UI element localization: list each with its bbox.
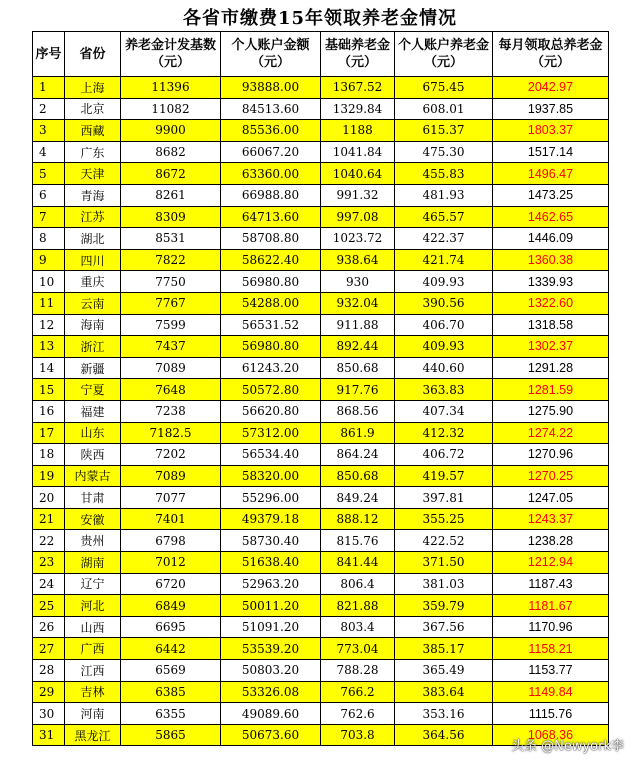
- cell-personal-pension: 422.52: [395, 530, 493, 552]
- cell-monthly-total: 1115.76: [493, 703, 609, 725]
- cell-monthly-total: 1270.25: [493, 465, 609, 487]
- cell-account-amount: 50572.80: [221, 379, 321, 401]
- cell-basic-pension: 788.28: [321, 660, 395, 682]
- cell-index: 6: [33, 184, 65, 206]
- cell-index: 27: [33, 638, 65, 660]
- table-row: [33, 508, 609, 530]
- cell-province: 甘肃: [65, 487, 121, 509]
- table-row: [33, 552, 609, 574]
- cell-personal-pension: 615.37: [395, 120, 493, 142]
- cell-basic-pension: 766.2: [321, 681, 395, 703]
- cell-base: 8261: [121, 184, 221, 206]
- cell-monthly-total: 1212.94: [493, 552, 609, 574]
- cell-index: 22: [33, 530, 65, 552]
- cell-basic-pension: 938.64: [321, 249, 395, 271]
- cell-index: 16: [33, 400, 65, 422]
- header-personal-pension: 个人账户养老金（元）: [395, 32, 493, 77]
- header-base: 养老金计发基数（元）: [121, 32, 221, 77]
- table-row: [33, 357, 609, 379]
- cell-index: 26: [33, 616, 65, 638]
- table-row: [33, 660, 609, 682]
- cell-basic-pension: 773.04: [321, 638, 395, 660]
- cell-base: 7012: [121, 552, 221, 574]
- cell-basic-pension: 861.9: [321, 422, 395, 444]
- cell-monthly-total: 1446.09: [493, 228, 609, 250]
- cell-basic-pension: 1040.64: [321, 163, 395, 185]
- cell-account-amount: 56980.80: [221, 271, 321, 293]
- table-header-row: [33, 32, 609, 77]
- cell-monthly-total: 1339.93: [493, 271, 609, 293]
- cell-province: 内蒙古: [65, 465, 121, 487]
- cell-index: 15: [33, 379, 65, 401]
- header-province: 省份: [65, 32, 121, 77]
- cell-personal-pension: 422.37: [395, 228, 493, 250]
- cell-basic-pension: 864.24: [321, 444, 395, 466]
- cell-personal-pension: 359.79: [395, 595, 493, 617]
- cell-account-amount: 66067.20: [221, 141, 321, 163]
- cell-personal-pension: 440.60: [395, 357, 493, 379]
- cell-base: 8531: [121, 228, 221, 250]
- cell-province: 新疆: [65, 357, 121, 379]
- cell-province: 江西: [65, 660, 121, 682]
- cell-index: 5: [33, 163, 65, 185]
- cell-account-amount: 50673.60: [221, 724, 321, 746]
- table-row: [33, 616, 609, 638]
- cell-account-amount: 85536.00: [221, 120, 321, 142]
- table-row: [33, 703, 609, 725]
- cell-index: 21: [33, 508, 65, 530]
- cell-account-amount: 56531.52: [221, 314, 321, 336]
- cell-account-amount: 49379.18: [221, 508, 321, 530]
- cell-province: 海南: [65, 314, 121, 336]
- cell-account-amount: 84513.60: [221, 98, 321, 120]
- cell-province: 重庆: [65, 271, 121, 293]
- cell-province: 山东: [65, 422, 121, 444]
- cell-monthly-total: 1291.28: [493, 357, 609, 379]
- cell-monthly-total: 1181.67: [493, 595, 609, 617]
- cell-base: 5865: [121, 724, 221, 746]
- watermark: 头条 @Newyork李: [510, 739, 624, 754]
- cell-personal-pension: 390.56: [395, 292, 493, 314]
- cell-monthly-total: 1243.37: [493, 508, 609, 530]
- cell-province: 云南: [65, 292, 121, 314]
- cell-account-amount: 55296.00: [221, 487, 321, 509]
- cell-personal-pension: 412.32: [395, 422, 493, 444]
- cell-account-amount: 52963.20: [221, 573, 321, 595]
- cell-base: 6798: [121, 530, 221, 552]
- cell-basic-pension: 997.08: [321, 206, 395, 228]
- cell-province: 辽宁: [65, 573, 121, 595]
- cell-monthly-total: 2042.97: [493, 77, 609, 99]
- table-row: [33, 487, 609, 509]
- cell-index: 10: [33, 271, 65, 293]
- cell-base: 7401: [121, 508, 221, 530]
- cell-personal-pension: 383.64: [395, 681, 493, 703]
- cell-basic-pension: 917.76: [321, 379, 395, 401]
- cell-base: 7089: [121, 357, 221, 379]
- cell-province: 上海: [65, 77, 121, 99]
- cell-personal-pension: 406.70: [395, 314, 493, 336]
- table-row: [33, 422, 609, 444]
- table-body: [33, 77, 609, 746]
- cell-base: 7089: [121, 465, 221, 487]
- cell-monthly-total: 1158.21: [493, 638, 609, 660]
- cell-base: 6695: [121, 616, 221, 638]
- cell-personal-pension: 353.16: [395, 703, 493, 725]
- table-row: [33, 77, 609, 99]
- cell-account-amount: 56980.80: [221, 336, 321, 358]
- cell-monthly-total: 1937.85: [493, 98, 609, 120]
- cell-basic-pension: 1367.52: [321, 77, 395, 99]
- cell-base: 8309: [121, 206, 221, 228]
- table-row: [33, 141, 609, 163]
- table-row: [33, 163, 609, 185]
- cell-monthly-total: 1318.58: [493, 314, 609, 336]
- cell-personal-pension: 465.57: [395, 206, 493, 228]
- cell-index: 29: [33, 681, 65, 703]
- cell-monthly-total: 1462.65: [493, 206, 609, 228]
- cell-monthly-total: 1473.25: [493, 184, 609, 206]
- cell-basic-pension: 1023.72: [321, 228, 395, 250]
- table-row: [33, 271, 609, 293]
- cell-monthly-total: 1496.47: [493, 163, 609, 185]
- cell-account-amount: 51638.40: [221, 552, 321, 574]
- cell-personal-pension: 363.83: [395, 379, 493, 401]
- cell-basic-pension: 703.8: [321, 724, 395, 746]
- header-monthly-total: 每月领取总养老金（元）: [493, 32, 609, 77]
- cell-base: 7077: [121, 487, 221, 509]
- cell-province: 江苏: [65, 206, 121, 228]
- cell-province: 福建: [65, 400, 121, 422]
- cell-base: 7822: [121, 249, 221, 271]
- cell-index: 20: [33, 487, 65, 509]
- cell-index: 14: [33, 357, 65, 379]
- cell-monthly-total: 1247.05: [493, 487, 609, 509]
- cell-base: 9900: [121, 120, 221, 142]
- cell-personal-pension: 371.50: [395, 552, 493, 574]
- cell-province: 山西: [65, 616, 121, 638]
- cell-account-amount: 56620.80: [221, 400, 321, 422]
- cell-monthly-total: 1068.36: [493, 724, 609, 746]
- cell-basic-pension: 1041.84: [321, 141, 395, 163]
- cell-index: 1: [33, 77, 65, 99]
- cell-personal-pension: 367.56: [395, 616, 493, 638]
- cell-account-amount: 61243.20: [221, 357, 321, 379]
- cell-personal-pension: 364.56: [395, 724, 493, 746]
- cell-monthly-total: 1360.38: [493, 249, 609, 271]
- cell-basic-pension: 892.44: [321, 336, 395, 358]
- cell-personal-pension: 419.57: [395, 465, 493, 487]
- cell-monthly-total: 1149.84: [493, 681, 609, 703]
- cell-personal-pension: 365.49: [395, 660, 493, 682]
- cell-province: 黑龙江: [65, 724, 121, 746]
- table-row: [33, 465, 609, 487]
- cell-personal-pension: 355.25: [395, 508, 493, 530]
- cell-monthly-total: 1187.43: [493, 573, 609, 595]
- cell-index: 8: [33, 228, 65, 250]
- cell-index: 30: [33, 703, 65, 725]
- cell-personal-pension: 421.74: [395, 249, 493, 271]
- cell-account-amount: 58730.40: [221, 530, 321, 552]
- cell-base: 6569: [121, 660, 221, 682]
- cell-personal-pension: 397.81: [395, 487, 493, 509]
- cell-account-amount: 53326.08: [221, 681, 321, 703]
- cell-basic-pension: 991.32: [321, 184, 395, 206]
- cell-basic-pension: 821.88: [321, 595, 395, 617]
- cell-account-amount: 50803.20: [221, 660, 321, 682]
- cell-account-amount: 66988.80: [221, 184, 321, 206]
- cell-personal-pension: 455.83: [395, 163, 493, 185]
- header-index: 序号: [33, 32, 65, 77]
- cell-personal-pension: 406.72: [395, 444, 493, 466]
- cell-base: 7202: [121, 444, 221, 466]
- cell-basic-pension: 762.6: [321, 703, 395, 725]
- table-row: [33, 573, 609, 595]
- table-row: [33, 206, 609, 228]
- cell-base: 6442: [121, 638, 221, 660]
- table-row: [33, 249, 609, 271]
- cell-monthly-total: 1803.37: [493, 120, 609, 142]
- table-row: [33, 530, 609, 552]
- cell-index: 31: [33, 724, 65, 746]
- table-row: [33, 379, 609, 401]
- cell-province: 贵州: [65, 530, 121, 552]
- cell-account-amount: 57312.00: [221, 422, 321, 444]
- cell-basic-pension: 911.88: [321, 314, 395, 336]
- cell-account-amount: 58320.00: [221, 465, 321, 487]
- cell-base: 6385: [121, 681, 221, 703]
- page-title: 各省市缴费15年领取养老金情况: [182, 8, 458, 29]
- cell-account-amount: 63360.00: [221, 163, 321, 185]
- cell-basic-pension: 888.12: [321, 508, 395, 530]
- cell-province: 安徽: [65, 508, 121, 530]
- table-row: [33, 228, 609, 250]
- cell-account-amount: 53539.20: [221, 638, 321, 660]
- cell-base: 7182.5: [121, 422, 221, 444]
- cell-index: 7: [33, 206, 65, 228]
- pension-table: [32, 31, 609, 746]
- cell-base: 8672: [121, 163, 221, 185]
- table-row: [33, 98, 609, 120]
- cell-account-amount: 64713.60: [221, 206, 321, 228]
- cell-base: 6355: [121, 703, 221, 725]
- cell-base: 7648: [121, 379, 221, 401]
- cell-base: 11396: [121, 77, 221, 99]
- cell-province: 四川: [65, 249, 121, 271]
- cell-base: 6720: [121, 573, 221, 595]
- cell-personal-pension: 409.93: [395, 271, 493, 293]
- cell-province: 河南: [65, 703, 121, 725]
- cell-basic-pension: 1329.84: [321, 98, 395, 120]
- cell-account-amount: 50011.20: [221, 595, 321, 617]
- table-row: [33, 292, 609, 314]
- cell-basic-pension: 803.4: [321, 616, 395, 638]
- table-row: [33, 638, 609, 660]
- cell-base: 7238: [121, 400, 221, 422]
- cell-personal-pension: 608.01: [395, 98, 493, 120]
- table-row: [33, 336, 609, 358]
- cell-personal-pension: 675.45: [395, 77, 493, 99]
- cell-monthly-total: 1153.77: [493, 660, 609, 682]
- table-row: [33, 120, 609, 142]
- cell-monthly-total: 1274.22: [493, 422, 609, 444]
- cell-index: 13: [33, 336, 65, 358]
- cell-account-amount: 56534.40: [221, 444, 321, 466]
- cell-personal-pension: 475.30: [395, 141, 493, 163]
- cell-personal-pension: 407.34: [395, 400, 493, 422]
- cell-base: 7437: [121, 336, 221, 358]
- cell-index: 4: [33, 141, 65, 163]
- table-row: [33, 595, 609, 617]
- cell-province: 宁夏: [65, 379, 121, 401]
- cell-monthly-total: 1322.60: [493, 292, 609, 314]
- cell-province: 西藏: [65, 120, 121, 142]
- cell-index: 18: [33, 444, 65, 466]
- cell-province: 广西: [65, 638, 121, 660]
- cell-province: 湖南: [65, 552, 121, 574]
- cell-base: 7767: [121, 292, 221, 314]
- cell-account-amount: 51091.20: [221, 616, 321, 638]
- cell-province: 浙江: [65, 336, 121, 358]
- cell-index: 19: [33, 465, 65, 487]
- cell-province: 湖北: [65, 228, 121, 250]
- cell-base: 6849: [121, 595, 221, 617]
- cell-index: 9: [33, 249, 65, 271]
- cell-basic-pension: 850.68: [321, 465, 395, 487]
- cell-personal-pension: 481.93: [395, 184, 493, 206]
- cell-base: 11082: [121, 98, 221, 120]
- cell-province: 青海: [65, 184, 121, 206]
- cell-basic-pension: 849.24: [321, 487, 395, 509]
- cell-index: 17: [33, 422, 65, 444]
- cell-province: 天津: [65, 163, 121, 185]
- cell-account-amount: 49089.60: [221, 703, 321, 725]
- cell-index: 12: [33, 314, 65, 336]
- cell-index: 3: [33, 120, 65, 142]
- cell-base: 7750: [121, 271, 221, 293]
- cell-index: 28: [33, 660, 65, 682]
- cell-province: 吉林: [65, 681, 121, 703]
- cell-account-amount: 58708.80: [221, 228, 321, 250]
- cell-index: 11: [33, 292, 65, 314]
- cell-basic-pension: 868.56: [321, 400, 395, 422]
- cell-basic-pension: 815.76: [321, 530, 395, 552]
- cell-index: 2: [33, 98, 65, 120]
- cell-monthly-total: 1270.96: [493, 444, 609, 466]
- cell-basic-pension: 930: [321, 271, 395, 293]
- cell-province: 河北: [65, 595, 121, 617]
- cell-basic-pension: 1188: [321, 120, 395, 142]
- cell-account-amount: 93888.00: [221, 77, 321, 99]
- table-row: [33, 400, 609, 422]
- cell-basic-pension: 932.04: [321, 292, 395, 314]
- cell-base: 7599: [121, 314, 221, 336]
- cell-basic-pension: 806.4: [321, 573, 395, 595]
- cell-index: 24: [33, 573, 65, 595]
- cell-account-amount: 58622.40: [221, 249, 321, 271]
- header-basic-pension: 基础养老金（元）: [321, 32, 395, 77]
- cell-base: 8682: [121, 141, 221, 163]
- cell-personal-pension: 409.93: [395, 336, 493, 358]
- table-row: [33, 314, 609, 336]
- cell-province: 陕西: [65, 444, 121, 466]
- table-row: [33, 444, 609, 466]
- cell-index: 25: [33, 595, 65, 617]
- cell-monthly-total: 1281.59: [493, 379, 609, 401]
- cell-basic-pension: 841.44: [321, 552, 395, 574]
- table-row: [33, 184, 609, 206]
- cell-province: 广东: [65, 141, 121, 163]
- cell-province: 北京: [65, 98, 121, 120]
- cell-monthly-total: 1302.37: [493, 336, 609, 358]
- cell-monthly-total: 1238.28: [493, 530, 609, 552]
- cell-personal-pension: 385.17: [395, 638, 493, 660]
- header-account-amount: 个人账户金额（元）: [221, 32, 321, 77]
- cell-account-amount: 54288.00: [221, 292, 321, 314]
- cell-monthly-total: 1275.90: [493, 400, 609, 422]
- cell-monthly-total: 1170.96: [493, 616, 609, 638]
- cell-personal-pension: 381.03: [395, 573, 493, 595]
- cell-basic-pension: 850.68: [321, 357, 395, 379]
- cell-index: 23: [33, 552, 65, 574]
- table-row: [33, 681, 609, 703]
- cell-monthly-total: 1517.14: [493, 141, 609, 163]
